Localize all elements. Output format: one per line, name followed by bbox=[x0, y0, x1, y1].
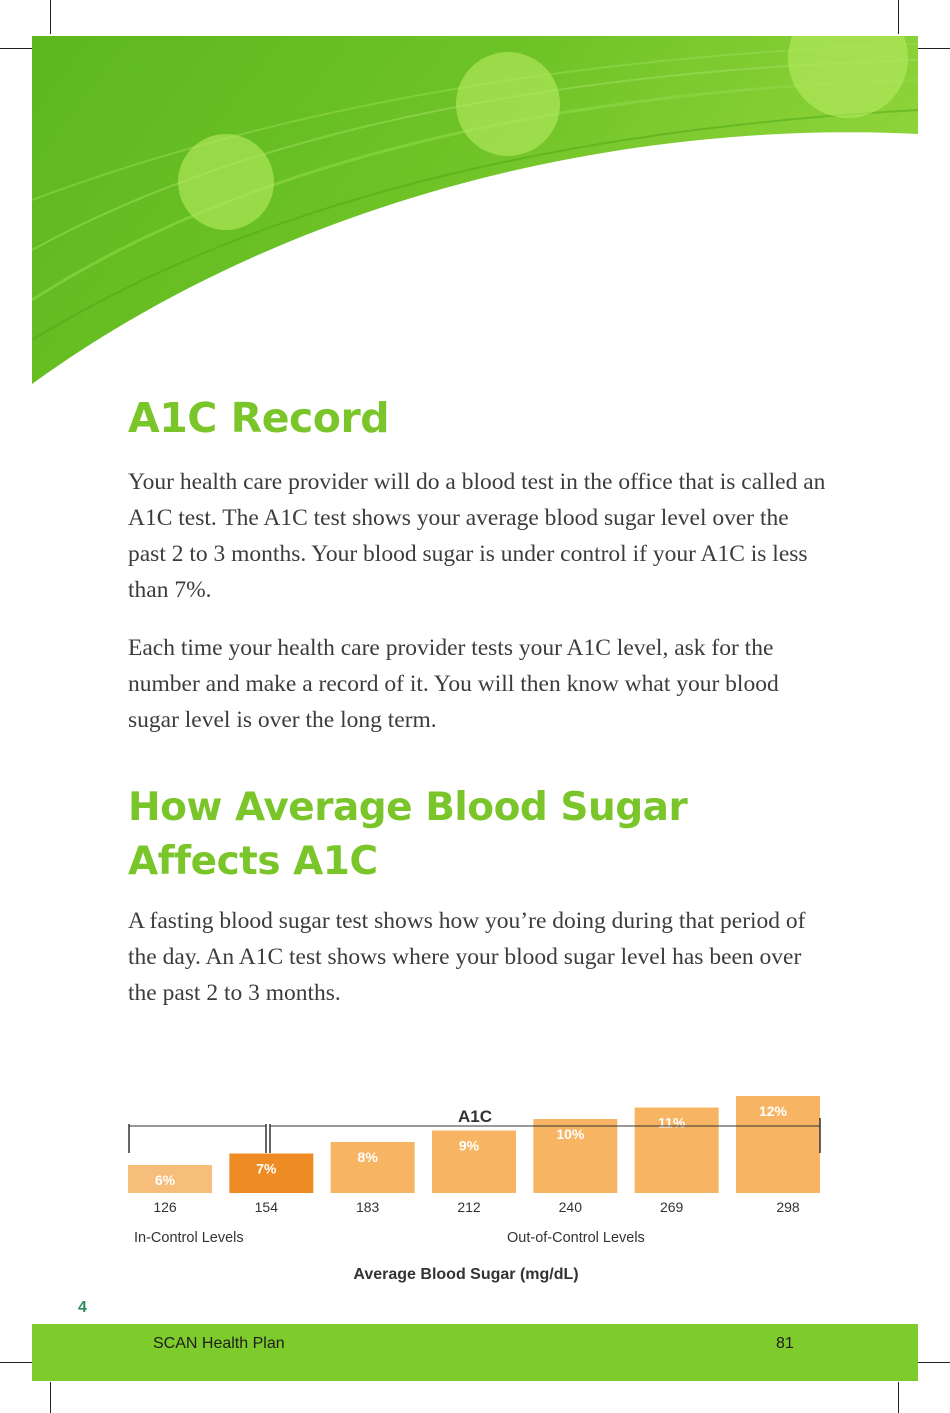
page-number: 4 bbox=[78, 1299, 87, 1316]
x-axis-title: Average Blood Sugar (mg/dL) bbox=[353, 1266, 579, 1283]
crop-mark bbox=[898, 1382, 899, 1413]
paragraph-a1c-intro: Your health care provider will do a blood test in the office that is called an A1C test. The A1C test shows your average blood sugar level over the past 2 to 3 months. Your blood sugar is under control if your A1C is less than 7%. bbox=[128, 469, 826, 603]
x-tick-label: 126 bbox=[153, 1199, 177, 1215]
section-title-line1: How Average Blood Sugar bbox=[128, 785, 688, 830]
section-title-line2: Affects A1C bbox=[128, 839, 378, 884]
range-label-in-control: In-Control Levels bbox=[134, 1230, 244, 1246]
bubble-icon bbox=[178, 134, 274, 230]
x-tick-label: 269 bbox=[659, 1199, 684, 1215]
chart-title: A1C bbox=[457, 1107, 493, 1126]
bar-label: 10% bbox=[556, 1126, 585, 1142]
footer-bar bbox=[32, 1324, 918, 1381]
x-tick-label: 154 bbox=[254, 1199, 279, 1215]
x-tick-label: 183 bbox=[355, 1199, 380, 1215]
bubble-icon bbox=[456, 52, 560, 156]
paragraph-a1c-record: Each time your health care provider tests your A1C level, ask for the number and make a record of it. You will then know what your blood sugar level is over the long term. bbox=[128, 635, 779, 733]
range-label-out-of-control: Out-of-Control Levels bbox=[507, 1230, 645, 1246]
bar-label: 7% bbox=[256, 1160, 277, 1177]
crop-mark bbox=[916, 1362, 950, 1363]
crop-mark bbox=[50, 1382, 51, 1413]
footer-folio: 81 bbox=[776, 1335, 794, 1352]
a1c-chart bbox=[0, 1090, 950, 1290]
x-tick-label: 298 bbox=[776, 1199, 800, 1215]
bubble-icon bbox=[788, 0, 908, 118]
page-title: A1C Record bbox=[128, 394, 390, 442]
x-tick-label: 212 bbox=[457, 1199, 481, 1215]
crop-mark bbox=[0, 1362, 34, 1363]
paragraph-fasting-test: A fasting blood sugar test shows how you’re doing during that period of the day. An A1C test shows where your blood sugar level has been over the past 2 to 3 months. bbox=[128, 908, 806, 1006]
bar-label: 12% bbox=[758, 1103, 788, 1119]
bar-label: 6% bbox=[154, 1172, 176, 1188]
header-swoosh bbox=[0, 0, 950, 420]
bar-label: 8% bbox=[357, 1149, 378, 1165]
bar-label: 11% bbox=[658, 1114, 686, 1131]
section-title bbox=[128, 781, 687, 889]
bar-label: 9% bbox=[458, 1137, 480, 1154]
footer-publisher: SCAN Health Plan bbox=[153, 1335, 285, 1352]
x-tick-label: 240 bbox=[558, 1199, 583, 1215]
